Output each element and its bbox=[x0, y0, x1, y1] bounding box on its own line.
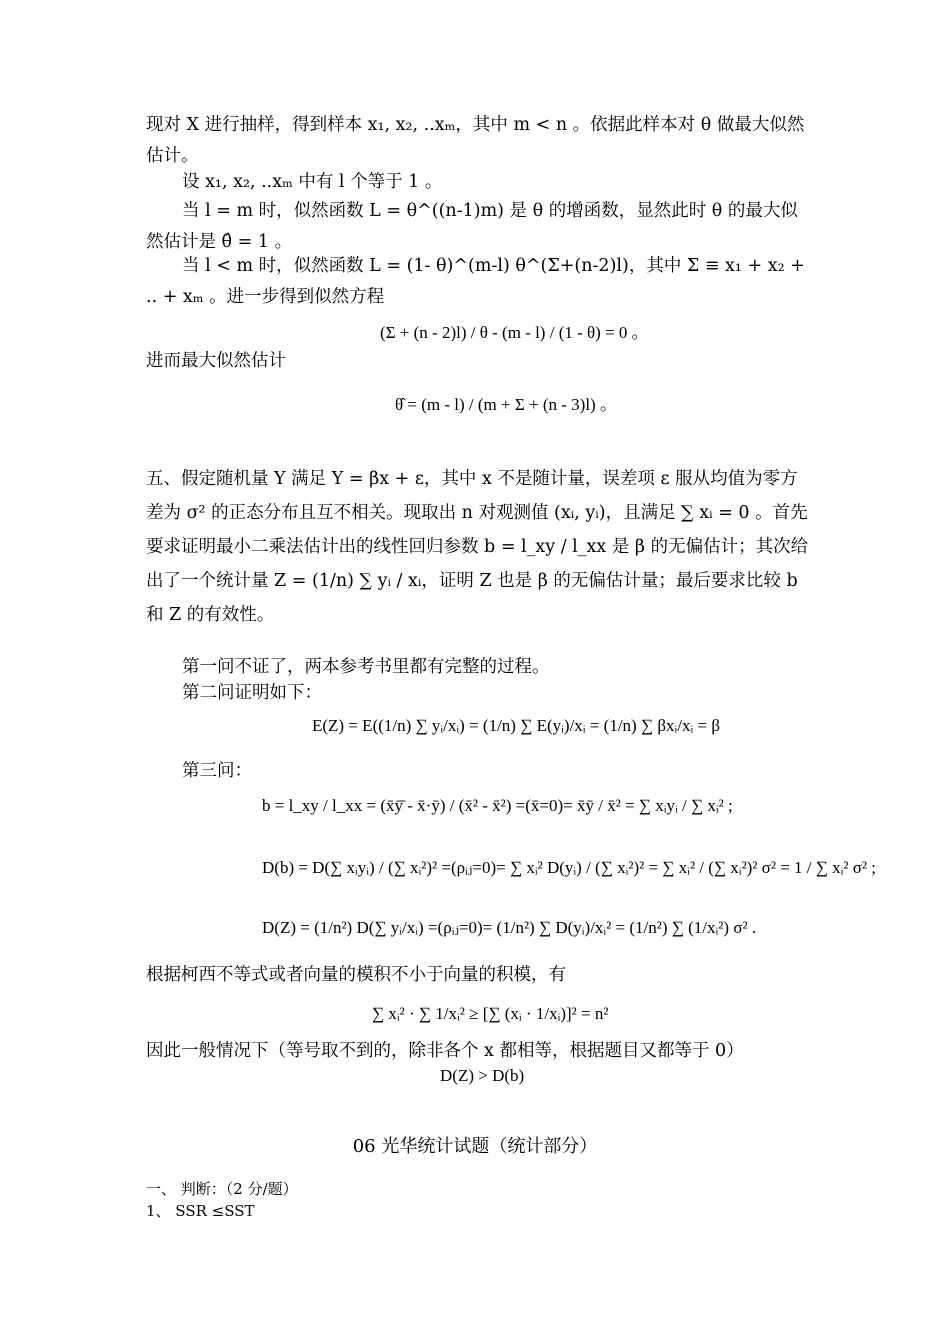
equation-ez: E(Z) = E((1/n) ∑ yᵢ/xᵢ) = (1/n) ∑ E(yᵢ)/xᵢ = (1/n) ∑ βxᵢ/xᵢ = β bbox=[312, 716, 720, 735]
judgement-item-1: 1、 SSR ≤SST bbox=[146, 1202, 255, 1220]
equation-b: b = l_xy / l_xx = (x̄ȳ̄ - x̄·ȳ) / (x̄² - x̄²) =(x̄=0)= x̄ȳ / x̄² = ∑ xᵢyᵢ / ∑ xᵢ² ; bbox=[262, 796, 733, 815]
answer-third-intro: 第三问： bbox=[182, 761, 252, 781]
para-cauchy: 根据柯西不等式或者向量的模积不小于向量的积模，有 bbox=[146, 965, 566, 985]
para-sampling: 现对 X 进行抽样，得到样本 x₁, x₂, ..xₘ，其中 m < n 。依据此样本对 θ 做最大似然估计。 bbox=[146, 115, 805, 166]
equation-dz: D(Z) = (1/n²) D(∑ yᵢ/xᵢ) =(ρᵢⱼ=0)= (1/n²) ∑ D(yᵢ)/xᵢ² = (1/n²) ∑ (1/xᵢ²) σ² . bbox=[262, 918, 757, 937]
answer-second-intro: 第二问证明如下： bbox=[182, 683, 322, 703]
page-title: 06 光华统计试题（统计部分） bbox=[352, 1136, 598, 1157]
para-case-l-equals-m: 当 l = m 时，似然函数 L = θ^((n-1)m) 是 θ 的增函数，显然此时 θ 的最大似然估计是 θ̂ = 1 。 bbox=[146, 201, 798, 252]
section-heading: 一、 判断：（2 分/题） bbox=[146, 1180, 298, 1198]
equation-mle: θ̂ = (m - l) / (m + Σ + (n - 3)l) 。 bbox=[395, 395, 617, 414]
answer-first: 第一问不证了，两本参考书里都有完整的过程。 bbox=[182, 657, 550, 677]
question-five: 五、假定随机量 Y 满足 Y = βx + ε，其中 x 不是随计量，误差项 ε 服从均值为零方差为 σ² 的正态分布且互不相关。现取出 n 对观测值 (xᵢ, yᵢ)，且满足 ∑ xᵢ = 0 。首先要求证明最小二乘法估计出的线性回归参数 b = l_xy / l_xx 是 β 的无偏估计；其次给出了一个统计量 Z = (1/n) ∑ yᵢ / xᵢ，证明 Z 也是 β 的无偏估计量；最后要求比较 b 和 Z 的有效性。 bbox=[146, 469, 809, 625]
equation-likelihood: (Σ + (n - 2)l) / θ - (m - l) / (1 - θ) = 0 。 bbox=[380, 323, 649, 342]
para-conclusion: 因此一般情况下（等号取不到的，除非各个 x 都相等，根据题目又都等于 0） bbox=[146, 1041, 744, 1061]
para-mle-intro: 进而最大似然估计 bbox=[146, 351, 286, 371]
para-let-l: 设 x₁, x₂, ..xₘ 中有 l 个等于 1 。 bbox=[182, 172, 443, 192]
equation-cauchy: ∑ xᵢ² · ∑ 1/xᵢ² ≥ [∑ (xᵢ · 1/xᵢ)]² = n² bbox=[372, 1004, 609, 1023]
equation-db: D(b) = D(∑ xᵢyᵢ) / (∑ xᵢ²)² =(ρᵢⱼ=0)= ∑ xᵢ² D(yᵢ) / (∑ xᵢ²)² = ∑ xᵢ² / (∑ xᵢ²)² σ² = 1 / ∑ xᵢ² σ² ; bbox=[262, 858, 876, 877]
para-case-l-less-m: 当 l < m 时，似然函数 L = (1- θ)^(m-l) θ^(Σ+(n-2)l)，其中 Σ ≡ x₁ + x₂ + .. + xₘ 。进一步得到似然方程 bbox=[146, 256, 805, 307]
equation-conclusion: D(Z) > D(b) bbox=[440, 1066, 525, 1085]
